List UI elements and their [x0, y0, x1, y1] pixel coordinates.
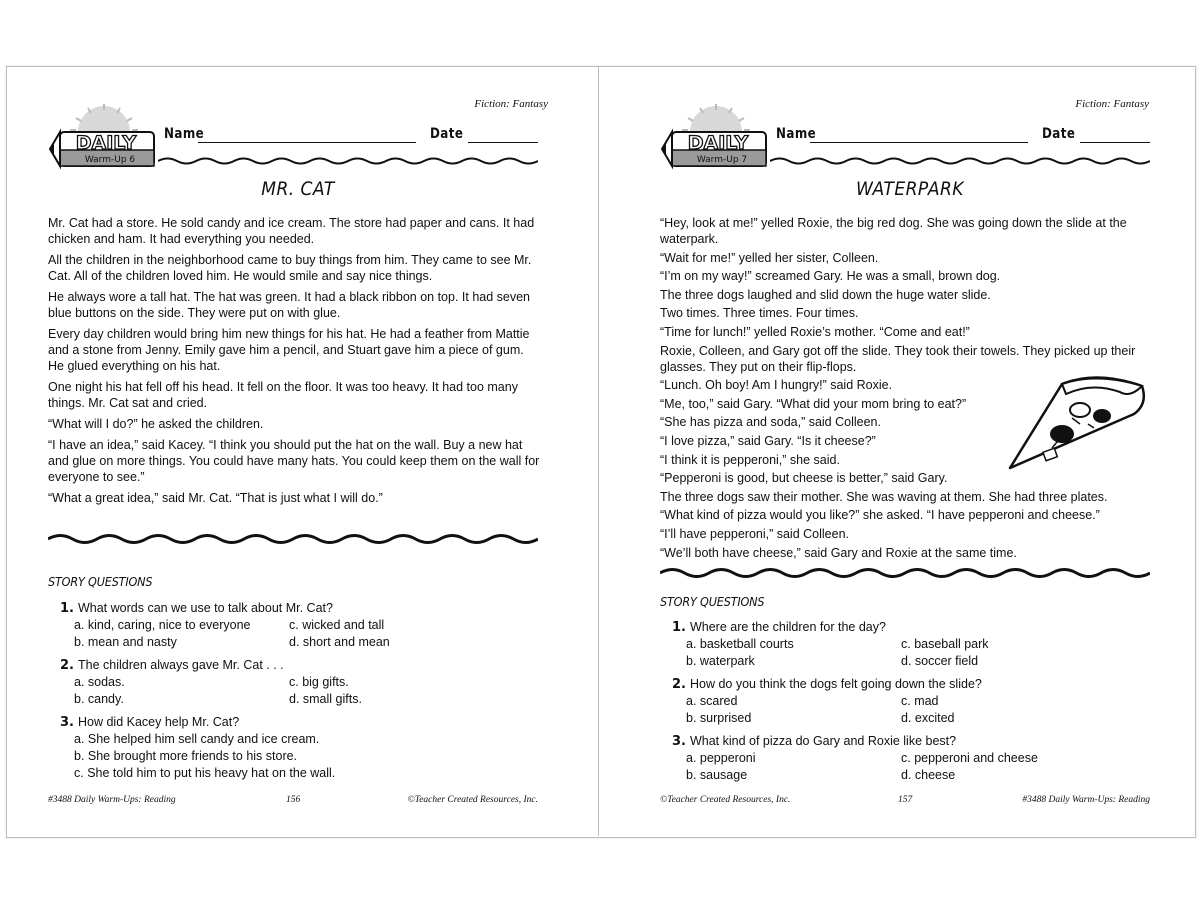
section-wave-divider — [660, 566, 1150, 580]
question-text: What words can we use to talk about Mr. Cat? — [77, 601, 333, 615]
story-paragraph: The three dogs laughed and slid down the huge water slide. — [660, 287, 991, 302]
page-number: 157 — [898, 795, 913, 805]
logo-daily-text: DAILY — [687, 132, 749, 154]
page-left — [48, 66, 548, 836]
question-text: The children always gave Mr. Cat . . . — [77, 658, 284, 672]
story-paragraph: “What a great idea,” said Mr. Cat. “That is just what I will do.” — [48, 491, 383, 505]
story-paragraph: “Me, too,” said Gary. “What did your mom bring to eat?” — [660, 396, 967, 411]
story-paragraph: Two times. Three times. Four times. — [660, 306, 859, 321]
answer-choice[interactable]: b. waterpark — [686, 654, 755, 668]
question-text: How did Kacey help Mr. Cat? — [77, 715, 240, 729]
story-paragraph: All the children in the neighborhood came to buy things from him. They came to see Mr. Cat. All of the children loved him. He would smile and say nice things. — [48, 253, 532, 283]
story-paragraph: “Time for lunch!” yelled Roxie’s mother. “Come and eat!” — [660, 324, 970, 339]
question-number: 2. — [672, 677, 686, 692]
question-number: 2. — [60, 658, 74, 673]
name-label: Name — [164, 126, 205, 142]
logo-warmup-text: Warm-Up 6 — [84, 155, 136, 165]
answer-choice[interactable]: c. mad — [901, 694, 939, 708]
answer-choice[interactable]: b. mean and nasty — [74, 635, 177, 649]
answer-choice[interactable]: b. candy. — [74, 692, 124, 706]
section-wave-divider — [48, 532, 538, 546]
worksheet-header — [660, 104, 1150, 174]
answer-choice[interactable]: d. excited — [901, 711, 955, 725]
question-item — [672, 619, 1152, 670]
logo-warmup-text: Warm-Up 7 — [696, 155, 748, 165]
answer-choice[interactable]: a. She helped him sell candy and ice cream. — [74, 732, 320, 746]
date-field[interactable] — [468, 142, 538, 143]
story-paragraph: The three dogs saw their mother. She was waving at them. She had three plates. — [660, 489, 1108, 504]
page-right — [660, 66, 1160, 836]
daily-warmup-logo — [48, 104, 156, 174]
story-paragraph: “I have an idea,” said Kacey. “I think you should put the hat on the wall. Buy a new hat and glue on more things. You could have many hats. You could keep them on the wall for everyone to see.” — [48, 438, 540, 484]
footer-series: #3488 Daily Warm-Ups: Reading — [48, 795, 176, 805]
answer-choice[interactable]: a. kind, caring, nice to everyone — [74, 618, 251, 632]
answer-choice[interactable]: b. surprised — [686, 711, 752, 725]
answer-choice[interactable]: c. She told him to put his heavy hat on the wall. — [74, 766, 336, 780]
question-number: 1. — [60, 601, 74, 616]
answer-choice[interactable]: c. pepperoni and cheese — [901, 751, 1038, 765]
question-item — [60, 657, 540, 708]
questions-list — [60, 600, 540, 788]
name-label: Name — [776, 126, 817, 142]
footer-series: #3488 Daily Warm-Ups: Reading — [1022, 795, 1150, 805]
sun-rays-icon — [70, 104, 138, 132]
header-wave-line — [158, 156, 538, 166]
pizza-slice-icon — [1002, 368, 1152, 478]
question-text: What kind of pizza do Gary and Roxie like best? — [689, 734, 957, 748]
story-paragraph: “What kind of pizza would you like?” she asked. “I have pepperoni and cheese.” — [660, 508, 1100, 523]
answer-choice[interactable]: c. baseball park — [901, 637, 989, 651]
genre-label: Fiction: Fantasy — [1075, 98, 1149, 110]
question-item — [60, 600, 540, 651]
answer-choice[interactable]: b. sausage — [686, 768, 748, 782]
worksheet-header — [48, 104, 538, 174]
question-number: 3. — [672, 734, 686, 749]
answer-choice[interactable]: d. cheese — [901, 768, 956, 782]
name-field[interactable] — [198, 142, 416, 143]
story-questions-heading: STORY QUESTIONS — [48, 574, 153, 589]
story-text — [48, 215, 540, 511]
answer-choice[interactable]: a. scared — [686, 694, 738, 708]
question-number: 1. — [672, 620, 686, 635]
story-paragraph: “We’ll both have cheese,” said Gary and Roxie at the same time. — [660, 545, 1017, 560]
footer-copyright: ©Teacher Created Resources, Inc. — [407, 795, 538, 805]
header-wave-line — [770, 156, 1150, 166]
story-paragraph: Mr. Cat had a store. He sold candy and ice cream. The store had paper and cans. It had chicken and ham. It had everything you needed. — [48, 216, 535, 246]
story-paragraph: One night his hat fell off his head. It fell on the floor. It was too heavy. It had too many things. Mr. Cat sat and cried. — [48, 380, 518, 410]
story-paragraph: “Hey, look at me!” yelled Roxie, the big red dog. She was going down the slide at the waterpark. — [660, 216, 1127, 246]
book-spine — [598, 66, 599, 836]
answer-choice[interactable]: d. short and mean — [289, 635, 390, 649]
question-text: Where are the children for the day? — [689, 620, 886, 634]
story-paragraph: “She has pizza and soda,” said Colleen. — [660, 415, 881, 430]
story-paragraph: “I love pizza,” said Gary. “Is it cheese?” — [660, 433, 876, 448]
story-paragraph: “Lunch. Oh boy! Am I hungry!” said Roxie. — [660, 378, 893, 393]
story-paragraph: “I’ll have pepperoni,” said Colleen. — [660, 526, 849, 541]
date-label: Date — [1042, 126, 1076, 142]
page-number: 156 — [286, 795, 301, 805]
genre-label: Fiction: Fantasy — [474, 98, 548, 110]
footer-copyright: ©Teacher Created Resources, Inc. — [660, 795, 791, 805]
answer-choice[interactable]: a. pepperoni — [686, 751, 756, 765]
answer-choice[interactable]: c. wicked and tall — [289, 618, 385, 632]
answer-choice[interactable]: a. sodas. — [74, 675, 125, 689]
answer-choice[interactable]: b. She brought more friends to his store. — [74, 749, 298, 763]
question-item — [60, 714, 540, 782]
story-paragraph: He always wore a tall hat. The hat was green. It had a black ribbon on top. It had seven blue buttons on the side. They were put on with glue. — [48, 290, 531, 320]
logo-daily-text: DAILY — [75, 132, 137, 154]
question-text: How do you think the dogs felt going down the slide? — [689, 677, 982, 691]
questions-list — [672, 619, 1152, 790]
story-questions-heading: STORY QUESTIONS — [660, 594, 765, 609]
story-paragraph: Every day children would bring him new things for his hat. He had a feather from Mattie and a stone from Jenny. Emily gave him a pencil, and Stuart gave him a piece of gum. He glued everything on his hat. — [48, 327, 530, 373]
story-paragraph: “Pepperoni is good, but cheese is better,” said Gary. — [660, 471, 948, 486]
story-paragraph: “I’m on my way!” screamed Gary. He was a small, brown dog. — [660, 269, 1001, 284]
question-number: 3. — [60, 715, 74, 730]
name-field[interactable] — [810, 142, 1028, 143]
answer-choice[interactable]: d. soccer field — [901, 654, 979, 668]
story-title: WATERPARK — [856, 178, 964, 200]
answer-choice[interactable]: d. small gifts. — [289, 692, 362, 706]
story-paragraph: “Wait for me!” yelled her sister, Colleen. — [660, 250, 879, 265]
story-paragraph: Roxie, Colleen, and Gary got off the slide. They took their towels. They picked up their glasses. They put on their flip-flops. — [660, 343, 1136, 374]
answer-choice[interactable]: a. basketball courts — [686, 637, 794, 651]
answer-choice[interactable]: c. big gifts. — [289, 675, 349, 689]
daily-warmup-logo — [660, 104, 768, 174]
question-item — [672, 676, 1152, 727]
date-label: Date — [430, 126, 464, 142]
story-paragraph: “I think it is pepperoni,” she said. — [660, 452, 840, 467]
date-field[interactable] — [1080, 142, 1150, 143]
question-item — [672, 733, 1152, 784]
story-paragraph: “What will I do?” he asked the children. — [48, 417, 264, 431]
sun-rays-icon — [682, 104, 750, 132]
story-title: MR. CAT — [261, 178, 335, 200]
